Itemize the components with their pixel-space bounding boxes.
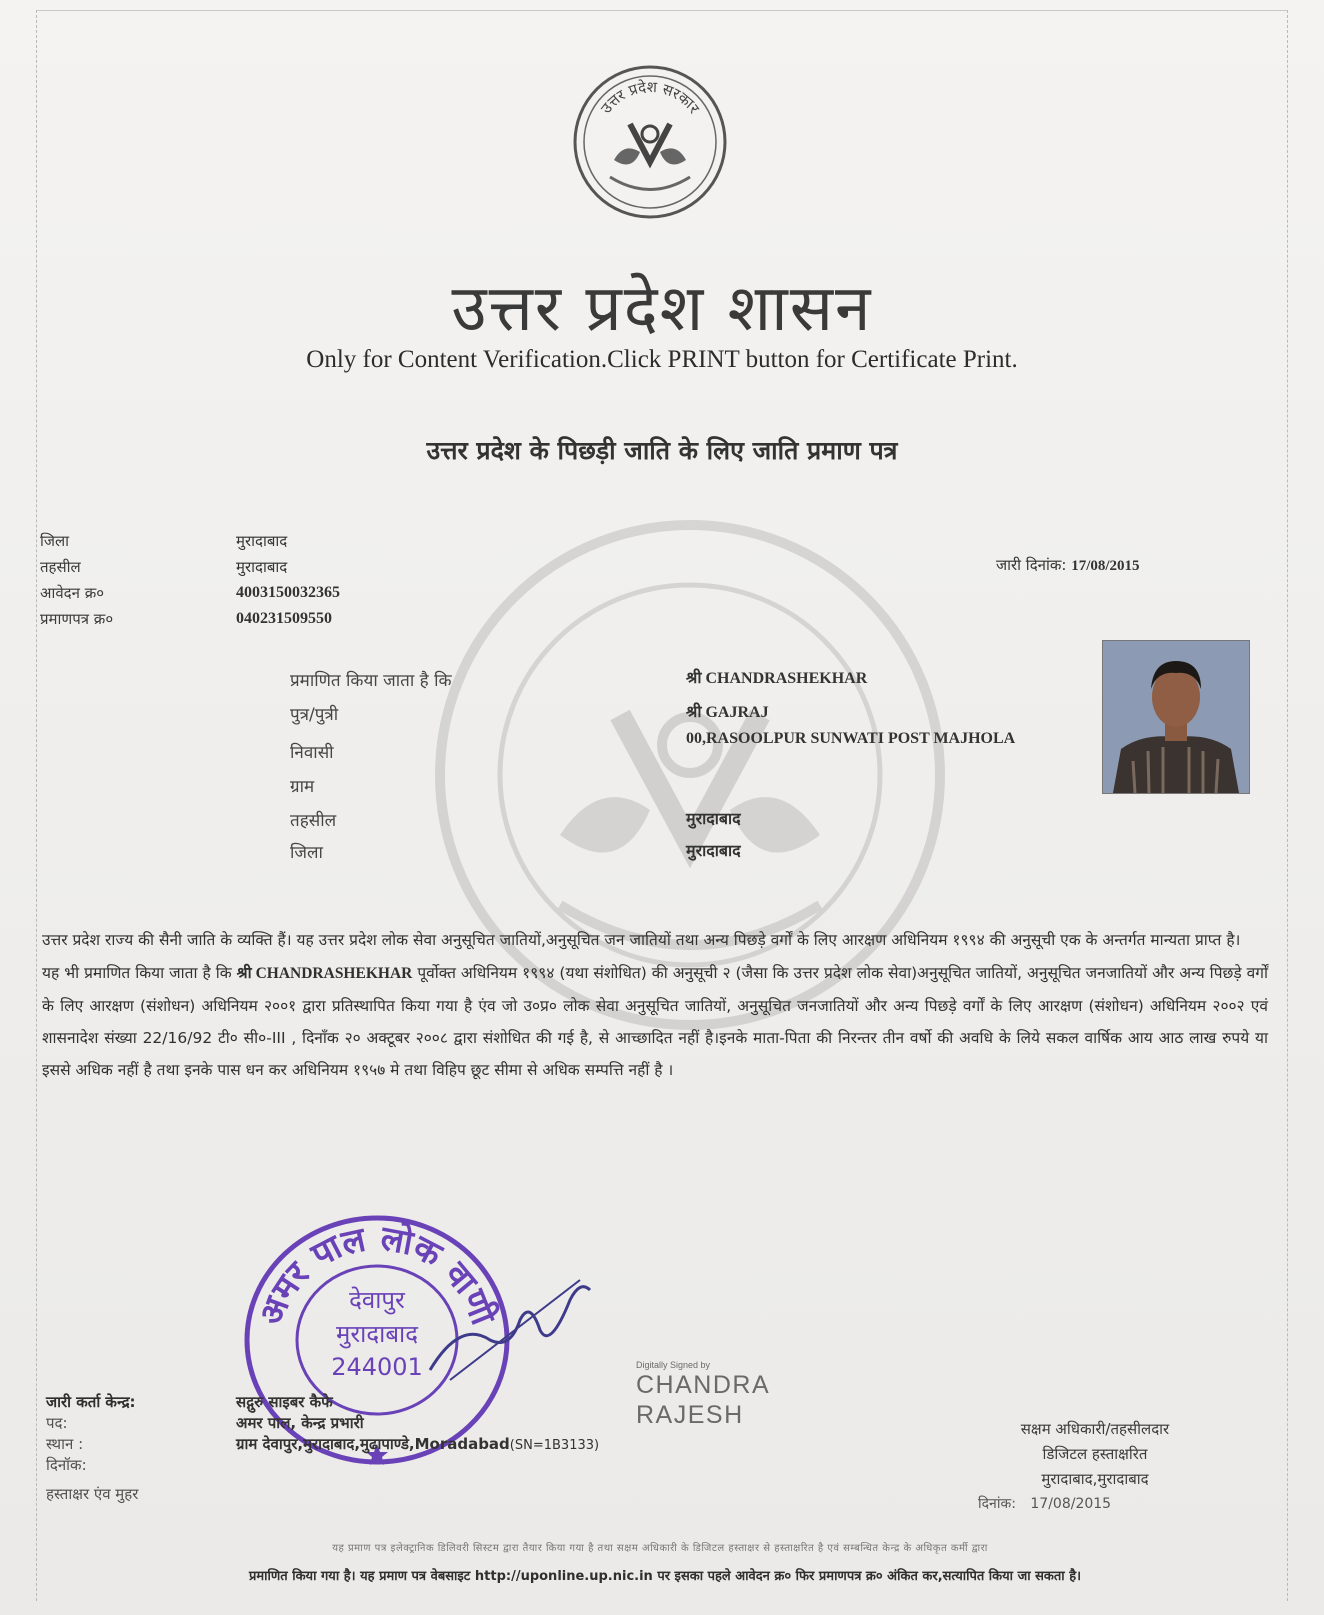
body-paragraph-2-start: यह भी प्रमाणित किया जाता है कि	[42, 964, 232, 982]
officer-sign: डिजिटल हस्ताक्षरित	[1042, 1445, 1148, 1463]
certified-name: श्री CHANDRASHEKHAR	[686, 670, 868, 687]
application-label: आवेदन क्र०	[40, 584, 105, 602]
post-value: अमर पाल, केन्द्र प्रभारी	[236, 1414, 364, 1432]
center-value: सद्गुरु साइबर कैफे	[236, 1393, 333, 1411]
district-detail-label: जिला	[290, 843, 323, 863]
digital-signer-name-1: CHANDRA	[636, 1371, 771, 1399]
certified-label: प्रमाणित किया जाता है कि	[290, 671, 452, 691]
body-paragraph-2-rest: पूर्वोक्त अधिनियम १९९४ (यथा संशोधित) की अनुसूची २ (जैसा कि उत्तर प्रदेश लोक सेवा)अनुसूचित जातियों, अनुसूचित जनजातियों और अन्य पिछड़े वर्गों के लिए आरक्षण (संशोधन) अधिनियम २००१ द्वारा प्रतिस्थापित किया गया है एंव जो उ०प्र० लोक सेवा अनुसूचित जातियों, अनुसूचित जनजातियों और अन्य पिछड़े वर्गों के लिए आरक्षण (संशोधन) अधिनियम २००२ एवं शासनादेश संख्या 22/16/92 टी० सी०-III , दिनाँक २० अक्टूबर २००८ द्वारा संशोधित की गई है, से आच्छादित नहीं है।इनके माता-पिता की निरन्तर तीन वर्षो की अवधि के लिये सकल वार्षिक आय आठ लाख रुपये या इससे अधिक नहीं है तथा इनके पास धन कर अधिनियम १९५७ मे तथा विहिप छूट सीमा से अधिक सम्पत्ति नहीं है ।	[42, 964, 1268, 1079]
body-applicant-name: श्री CHANDRASHEKHAR	[236, 965, 413, 982]
tehsil-detail-label: तहसील	[290, 811, 337, 831]
meta-block	[40, 528, 340, 632]
district-value: मुरादाबाद	[236, 532, 288, 550]
issue-date-value: 17/08/2015	[1071, 558, 1140, 574]
body-paragraph-1: उत्तर प्रदेश राज्य की सैनी जाति के व्यक्ति हैं। यह उत्तर प्रदेश लोक सेवा अनुसूचित जातियों,अनुसूचित जन जातियों तथा अन्य पिछड़े वर्गों के लिए आरक्षण अधिनियम १९९४ की अनुसूची एक के अन्तर्गत मान्यता प्राप्त है।	[42, 931, 1241, 949]
center-label: जारी कर्ता केन्द्र:	[46, 1393, 136, 1411]
officer-place: मुरादाबाद,मुरादाबाद	[1041, 1470, 1149, 1488]
stamp-line-2: देवापुर	[349, 1286, 405, 1314]
digital-signer-name-2: RAJESH	[636, 1401, 744, 1429]
fine-print: यह प्रमाण पत्र इलेक्ट्रानिक डिलिवरी सिस्टम द्वारा तैयार किया गया है तथा सक्षम अधिकारी के डिजिटल हस्ताक्षर से हस्ताक्षरित है एवं सम्बन्धित केन्द्र के अधिकृत कर्मी द्वारा	[332, 1543, 988, 1554]
officer-date-value: 17/08/2015	[1030, 1496, 1112, 1512]
officer-date-label: दिनांक:	[978, 1496, 1016, 1512]
verification-note: Only for Content Verification.Click PRINT button for Certificate Print.	[306, 346, 1018, 373]
page-title: उत्तर प्रदेश शासन	[451, 272, 873, 346]
up-government-emblem	[570, 62, 730, 222]
issue-date-label: जारी दिनांक:	[996, 556, 1067, 574]
tehsil-value: मुरादाबाद	[236, 558, 288, 576]
certificate-title: उत्तर प्रदेश के पिछड़ी जाति के लिए जाति प्रमाण पत्र	[426, 436, 898, 465]
certificate-body	[42, 928, 1268, 1086]
digital-signature	[636, 1360, 770, 1430]
officer-date	[978, 1494, 1111, 1513]
place-value	[236, 1434, 599, 1455]
place-sn: (SN=1B3133)	[509, 1438, 600, 1453]
district-label: जिला	[40, 532, 70, 550]
village-label: ग्राम	[290, 777, 315, 797]
issue-date	[996, 555, 1140, 575]
place-value-text: ग्राम देवापुर,मुरादाबाद,मुढापाण्डे,Moradabad	[236, 1435, 510, 1453]
son-label: पुत्र/पुत्री	[290, 705, 339, 725]
application-number: 4003150032365	[236, 584, 340, 601]
sign-label: हस्ताक्षर एंव मुहर	[46, 1485, 139, 1503]
stamp-arc-text: अमर पाल लोक वाणी	[251, 1218, 503, 1331]
issuing-center-block	[46, 1392, 599, 1505]
resident-label: निवासी	[290, 743, 334, 763]
certificate-label: प्रमाणपत्र क्र०	[40, 610, 114, 628]
emblem-label: उत्तर प्रदेश सरकार	[597, 77, 704, 117]
handwritten-signature	[420, 1260, 600, 1400]
body-paragraph-2	[42, 957, 1268, 1086]
certificate-number: 040231509550	[236, 610, 332, 627]
verification-instructions: प्रमाणित किया गया है। यह प्रमाण पत्र वेबसाइट http://uponline.up.nic.in पर इसका पहले आवेदन क्र० फिर प्रमाणपत्र क्र० अंकित कर,सत्यापित किया जा सकता है।	[248, 1569, 1082, 1584]
person-photo-icon	[1103, 641, 1249, 793]
father-name: श्री GAJRAJ	[686, 704, 769, 721]
tehsil-detail-value: मुरादाबाद	[686, 809, 741, 828]
digital-signed-label: Digitally Signed by	[636, 1360, 711, 1370]
stamp-line-3: मुरादाबाद	[335, 1320, 419, 1348]
tehsil-label: तहसील	[40, 558, 81, 576]
resident-address: 00,RASOOLPUR SUNWATI POST MAJHOLA	[686, 730, 1016, 747]
date-label: दिनॉक:	[46, 1456, 87, 1474]
officer-title: सक्षम अधिकारी/तहसीलदार	[1020, 1420, 1170, 1438]
district-detail-value: मुरादाबाद	[686, 841, 741, 860]
applicant-photo	[1102, 640, 1250, 794]
stamp-line-4: 244001	[331, 1353, 423, 1381]
place-label: स्थान :	[46, 1435, 84, 1453]
post-label: पद:	[46, 1414, 68, 1432]
officer-block	[960, 1417, 1230, 1492]
